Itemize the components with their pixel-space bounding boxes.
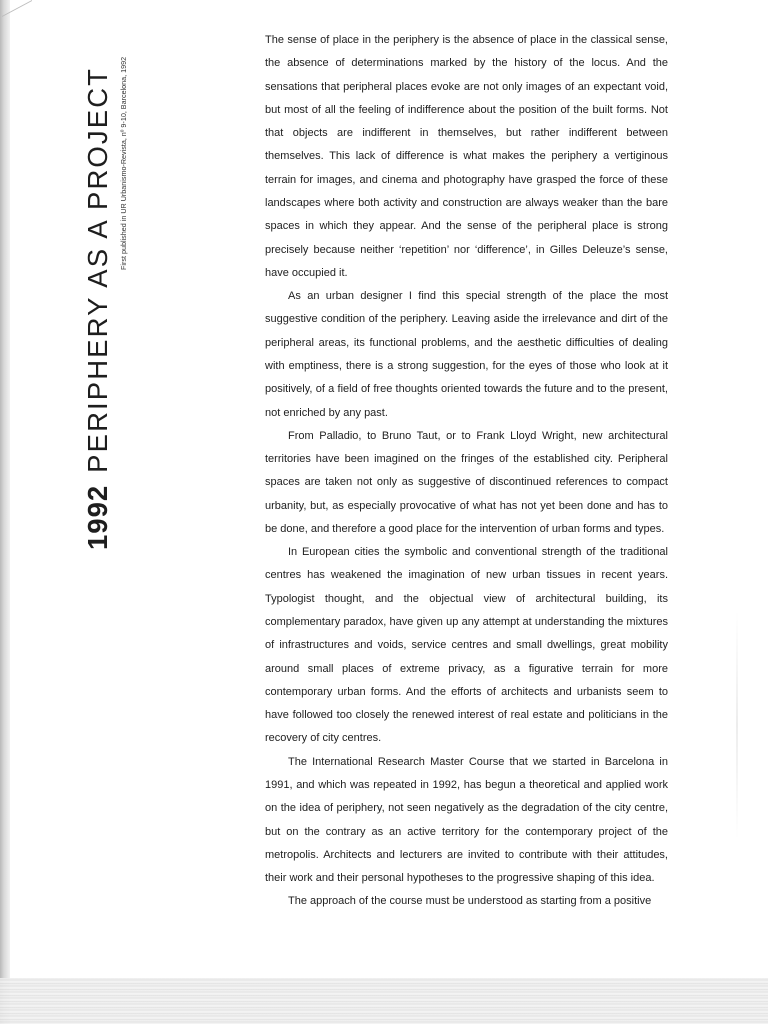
paragraph-1: The sense of place in the periphery is the absence of place in the classical sense, the absence of determinations marked by the history of the locus. And the sensations that peripheral places evoke are not only images of an expectant void, but most of all the feeling of indifference about the position of the built forms. Not that objects are indifferent in themselves, but rather indifferent between themselves. This lack of difference is what makes the periphery a vertiginous terrain for images, and cinema and photography have grasped the force of these landscapes where both activity and construction are always weaker than the bare spaces in which they appear. And the sense of the peripheral place is strong precisely because neither ‘repetition’ nor ‘difference’, in Gilles Deleuze’s sense, have occupied it. <box>265 34 668 279</box>
publication-note: First published in UR Urbanismo-Revista, nº 9-10, Barcelona, 1992 <box>119 56 128 270</box>
article-body <box>265 29 668 914</box>
paragraph-6: The approach of the course must be understood as starting from a positive <box>288 895 652 908</box>
article-title <box>81 30 115 550</box>
title-text: PERIPHERY AS A PROJECT <box>82 66 113 473</box>
scan-bottom-edge <box>0 978 768 1024</box>
paragraph-2: As an urban designer I find this special strength of the place the most suggestive condition of the periphery. Leaving aside the irrelevance and dirt of the peripheral areas, its functional problems, and the aesthetic difficulties of dealing with emptiness, there is a strong suggestion, for the eyes of those who look at it positively, of a field of free thoughts oriented towards the future and to the present, not enriched by any past. <box>265 290 668 419</box>
scan-shadow <box>736 610 738 840</box>
title-year: 1992 <box>82 484 113 550</box>
page-edge <box>0 0 10 1024</box>
paragraph-3: From Palladio, to Bruno Taut, or to Frank Lloyd Wright, new architectural territories have been imagined on the fringes of the established city. Peripheral spaces are taken not only as suggestive of discontinued references to compact urbanity, but, as especially provocative of what has not yet been done and has to be done, and therefore a good place for the intervention of urban forms and types. <box>265 429 668 535</box>
corner-mark <box>2 0 32 17</box>
paragraph-5: The International Research Master Course that we started in Barcelona in 1991, and which was repeated in 1992, has begun a theoretical and applied work on the idea of periphery, not seen negatively as the degradation of the city centre, but on the contrary as an active territory for the contemporary project of the metropolis. Architects and lecturers are invited to contribute with their attitudes, their work and their personal hypotheses to the progressive shaping of this idea. <box>265 755 668 885</box>
paragraph-4: In European cities the symbolic and conventional strength of the traditional centres has weakened the imagination of new urban tissues in recent years. Typologist thought, and the objectual view of architectural building, its complementary paradox, have given up any attempt at understanding the mixtures of infrastructures and voids, service centres and small dwellings, great mobility around small places of extreme privacy, as a figurative terrain for more contemporary urban forms. And the efforts of architects and urbanists seem to have followed too closely the renewed interest of real estate and politicians in the recovery of city centres. <box>265 546 668 745</box>
